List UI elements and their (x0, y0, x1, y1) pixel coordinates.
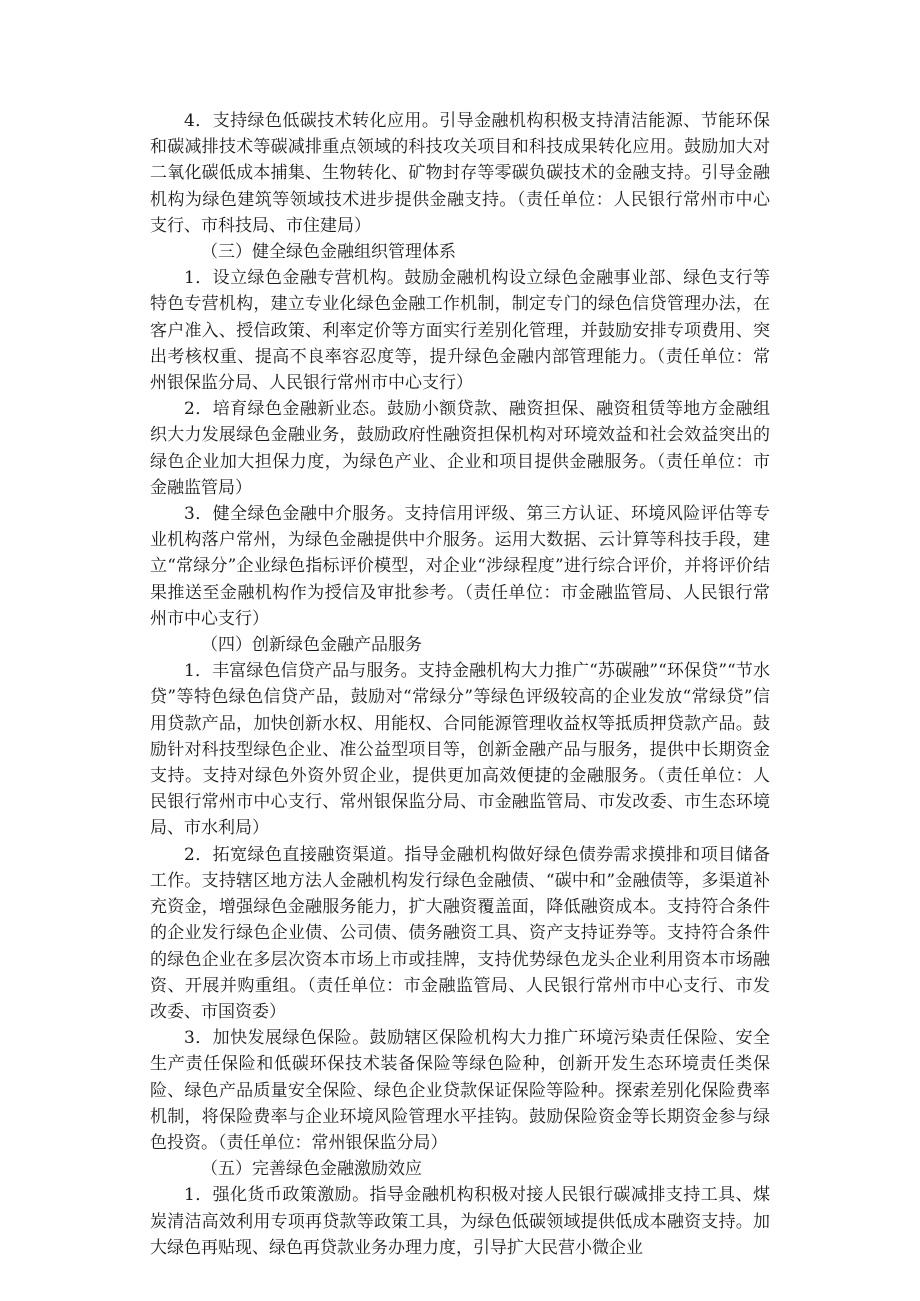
paragraph-new-business-forms: 2．培育绿色金融新业态。鼓励小额贷款、融资担保、融资租赁等地方金融组织大力发展绿色金融业务，鼓励政府性融资担保机构对环境效益和社会效益突出的绿色企业加大担保力度，为绿色产业、企业和项目提供金融服务。（责任单位：市金融监管局） (150, 399, 770, 498)
paragraph-credit-products: 1．丰富绿色信贷产品与服务。支持金融机构大力推广“苏碳融”“环保贷”“节水贷”等特色绿色信贷产品，鼓励对“常绿分”等绿色评级较高的企业发放“常绿贷”信用贷款产品，加快创新水权、用能权、合同能源管理收益权等抵质押贷款产品。鼓励针对科技型绿色企业、准公益型项目等，创新金融产品与服务，提供中长期资金支持。支持对绿色外资外贸企业，提供更加高效便捷的金融服务。（责任单位：人民银行常州市中心支行、常州银保监分局、市金融监管局、市发改委、市生态环境局、市水利局） (150, 661, 770, 839)
paragraph-green-insurance: 3．加快发展绿色保险。鼓励辖区保险机构大力推广环境污染责任保险、安全生产责任保险和低碳环保技术装备保险等绿色险种，创新开发生态环境责任类保险、绿色产品质量安全保险、绿色企业贷款保证保险等险种。探索差别化保险费率机制，将保险费率与企业环境风险管理水平挂钩。鼓励保险资金等长期资金参与绿色投资。（责任单位：常州银保监分局） (150, 1028, 770, 1153)
document-body (150, 108, 770, 1261)
paragraph-specialized-institutions: 1．设立绿色金融专营机构。鼓励金融机构设立绿色金融事业部、绿色支行等特色专营机构，建立专业化绿色金融工作机制，制定专门的绿色信贷管理办法，在客户准入、授信政策、利率定价等方面实行差别化管理，并鼓励安排专项费用、突出考核权重、提高不良率容忍度等，提升绿色金融内部管理能力。（责任单位：常州银保监分局、人民银行常州市中心支行） (150, 268, 770, 394)
section-heading-products: （四）创新绿色金融产品服务 (201, 635, 422, 656)
section-heading-organization: （三）健全绿色金融组织管理体系 (201, 242, 456, 263)
paragraph-intermediary-services: 3．健全绿色金融中介服务。支持信用评级、第三方认证、环境风险评估等专业机构落户常州，为绿色金融提供中介服务。运用大数据、云计算等科技手段，建立“常绿分”企业绿色指标评价模型，对企业“涉绿程度”进行综合评价，并将评价结果推送至金融机构作为授信及审批参考。（责任单位：市金融监管局、人民银行常州市中心支行） (150, 504, 770, 629)
paragraph-monetary-policy: 1．强化货币政策激励。指导金融机构积极对接人民银行碳减排支持工具、煤炭清洁高效利用专项再贷款等政策工具，为绿色低碳领域提供低成本融资支持。加大绿色再贴现、绿色再贷款业务办理力度，引导扩大民营小微企业 (150, 1185, 770, 1258)
paragraph-green-tech-application: 4．支持绿色低碳技术转化应用。引导金融机构积极支持清洁能源、节能环保和碳减排技术等碳减排重点领域的科技攻关项目和科技成果转化应用。鼓励加大对二氧化碳低成本捕集、生物转化、矿物封存等零碳负碳技术的金融支持。引导金融机构为绿色建筑等领域技术进步提供金融支持。（责任单位：人民银行常州市中心支行、市科技局、市住建局） (150, 111, 770, 236)
paragraph-direct-financing: 2．拓宽绿色直接融资渠道。指导金融机构做好绿色债券需求摸排和项目储备工作。支持辖区地方法人金融机构发行绿色金融债、“碳中和”金融债等，多渠道补充资金，增强绿色金融服务能力，扩大融资覆盖面，降低融资成本。支持符合条件的企业发行绿色企业债、公司债、债务融资工具、资产支持证券等。支持符合条件的绿色企业在多层次资本市场上市或挂牌，支持优势绿色龙头企业利用资本市场融资、开展并购重组。（责任单位：市金融监管局、人民银行常州市中心支行、市发改委、市国资委） (150, 844, 770, 1022)
section-heading-incentives: （五）完善绿色金融激励效应 (201, 1159, 422, 1180)
